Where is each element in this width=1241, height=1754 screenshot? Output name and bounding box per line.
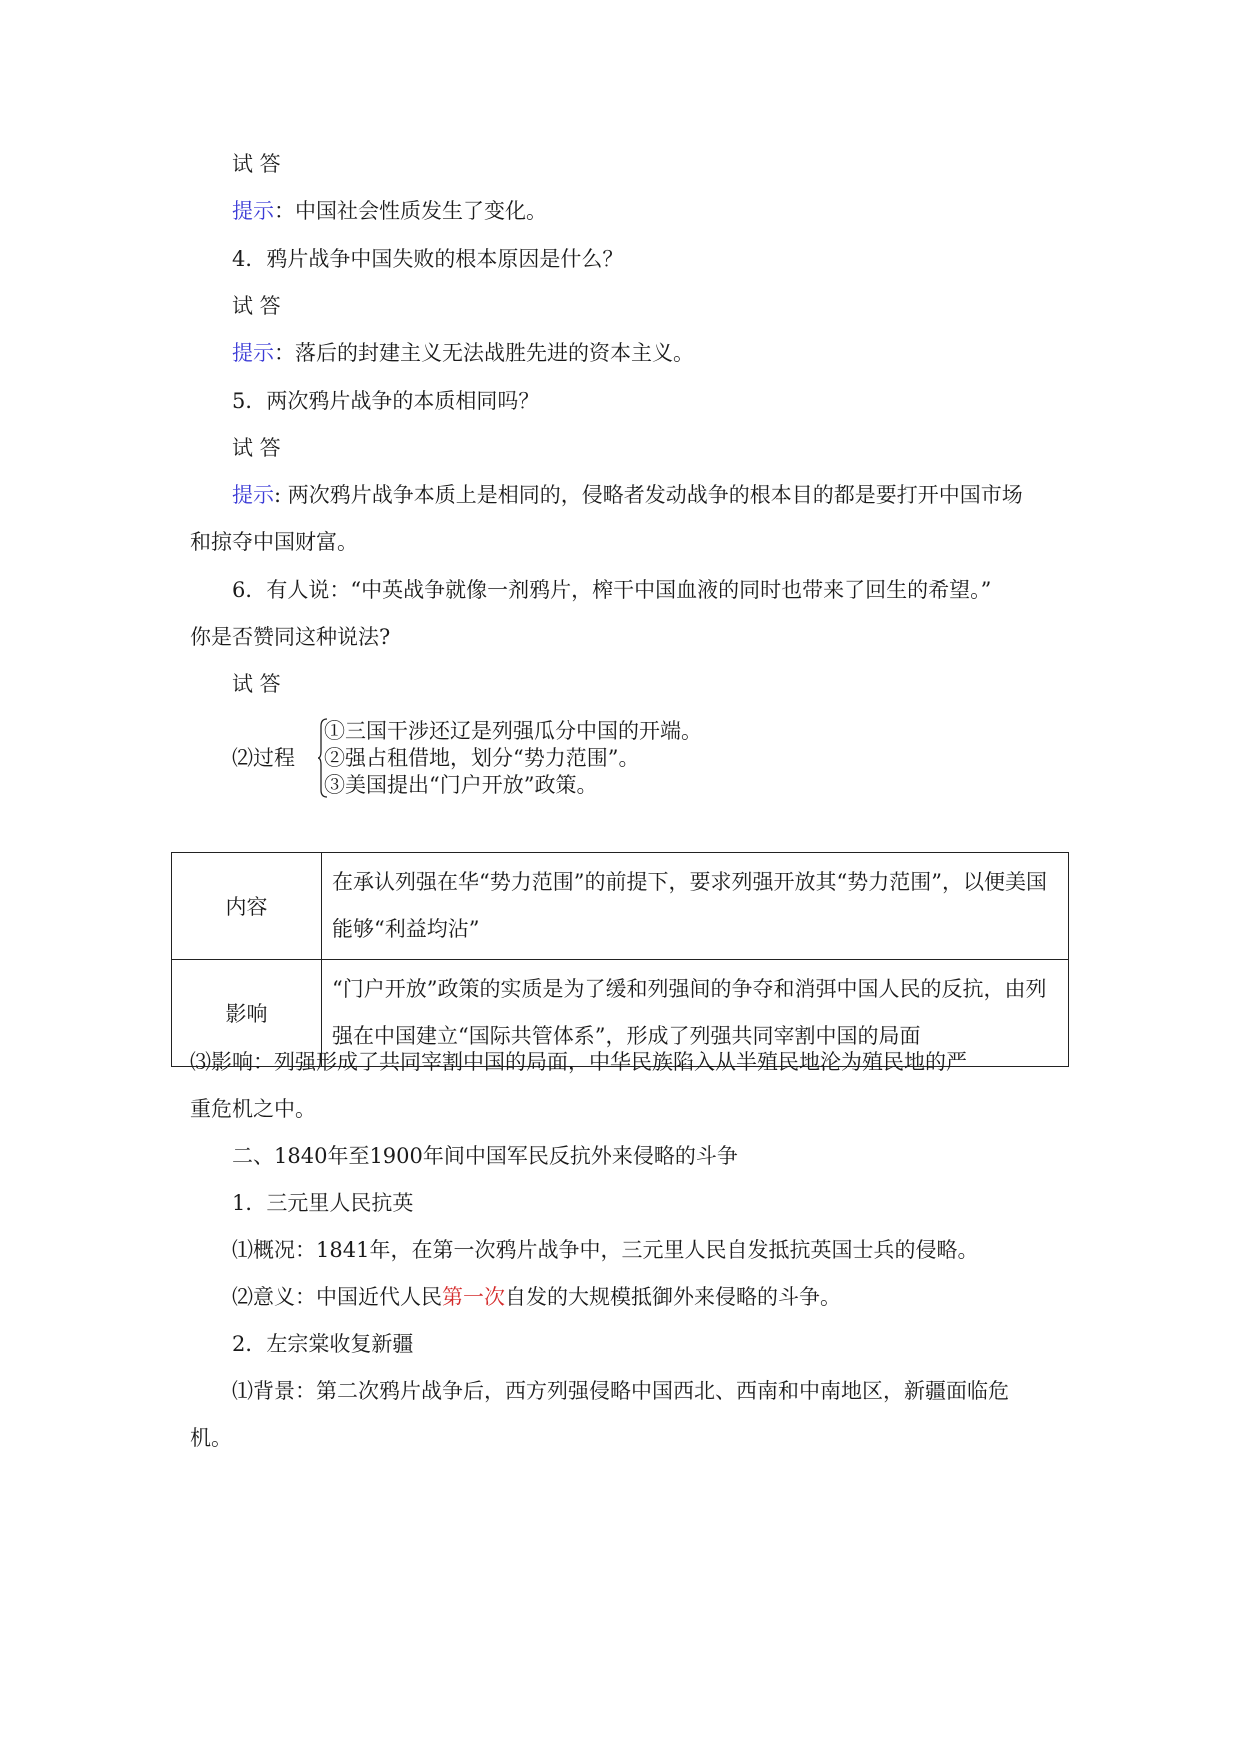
q6-question-line-2: 你是否赞同这种说法? <box>190 625 391 649</box>
hint-label: 提示 <box>232 199 274 223</box>
open-door-table <box>171 852 1069 1067</box>
section2-title: 二、1840年至1900年间中国军民反抗外来侵略的斗争 <box>232 1144 738 1168</box>
process-item-1: ①三国干涉还辽是列强瓜分中国的开端。 <box>324 719 702 743</box>
hint-text: : 两次鸦片战争本质上是相同的，侵略者发动战争的根本目的都是要打开中国市场 <box>274 483 1023 507</box>
q4-question: 4．鸦片战争中国失败的根本原因是什么？ <box>232 247 624 271</box>
meaning-pre: ⑵意义：中国近代人民 <box>232 1285 442 1309</box>
hint-text: ：中国社会性质发生了变化。 <box>274 199 547 223</box>
influence-line-1: ⑶影响：列强形成了共同宰割中国的局面，中华民族陷入从半殖民地沦为殖民地的严 <box>190 1050 967 1074</box>
q4-try: 试 答 <box>232 294 281 318</box>
q6-question-line-1: 6．有人说：“中英战争就像一剂鸦片，榨干中国血液的同时也带来了回生的希望。” <box>232 578 992 602</box>
s2-1-meaning <box>232 1282 841 1312</box>
table-content-cell: “门户开放”政策的实质是为了缓和列强间的争夺和消弭中国人民的反抗，由列强在中国建立“国际共管体系”，形成了列强共同宰割中国的局面 <box>322 960 1069 1067</box>
q4-hint <box>232 338 694 368</box>
influence-line-2: 重危机之中。 <box>190 1097 316 1121</box>
s2-2-title: 2．左宗棠收复新疆 <box>232 1332 414 1356</box>
q5-question: 5．两次鸦片战争的本质相同吗？ <box>232 389 540 413</box>
table-content-cell: 在承认列强在华“势力范围”的前提下，要求列强开放其“势力范围”，以便美国能够“利益均沾” <box>322 853 1069 960</box>
table-header-cell: 影响 <box>172 960 322 1067</box>
s2-2-background-line-1: ⑴背景：第二次鸦片战争后，西方列强侵略中国西北、西南和中南地区，新疆面临危 <box>232 1379 1009 1403</box>
q3-hint <box>232 196 547 226</box>
process-item-2: ②强占租借地，划分“势力范围”。 <box>324 746 640 770</box>
q6-try: 试 答 <box>232 672 281 696</box>
q5-hint-line-1 <box>232 480 1023 510</box>
hint-label: 提示 <box>232 341 274 365</box>
q5-hint-line-2: 和掠夺中国财富。 <box>190 530 358 554</box>
meaning-post: 自发的大规模抵御外来侵略的斗争。 <box>505 1285 841 1309</box>
q3-try: 试 答 <box>232 152 281 176</box>
process-item-3: ③美国提出“门户开放”政策。 <box>324 773 598 797</box>
s2-2-background-line-2: 机。 <box>190 1426 232 1450</box>
table-row <box>172 853 1069 960</box>
process-label: ⑵过程 <box>232 746 295 770</box>
table-header-cell: 内容 <box>172 853 322 960</box>
q5-try: 试 答 <box>232 436 281 460</box>
s2-1-title: 1．三元里人民抗英 <box>232 1191 414 1215</box>
hint-text: ：落后的封建主义无法战胜先进的资本主义。 <box>274 341 694 365</box>
hint-label: 提示 <box>232 483 274 507</box>
s2-1-overview: ⑴概况：1841年，在第一次鸦片战争中，三元里人民自发抵抗英国士兵的侵略。 <box>232 1238 979 1262</box>
meaning-highlight: 第一次 <box>442 1285 505 1309</box>
